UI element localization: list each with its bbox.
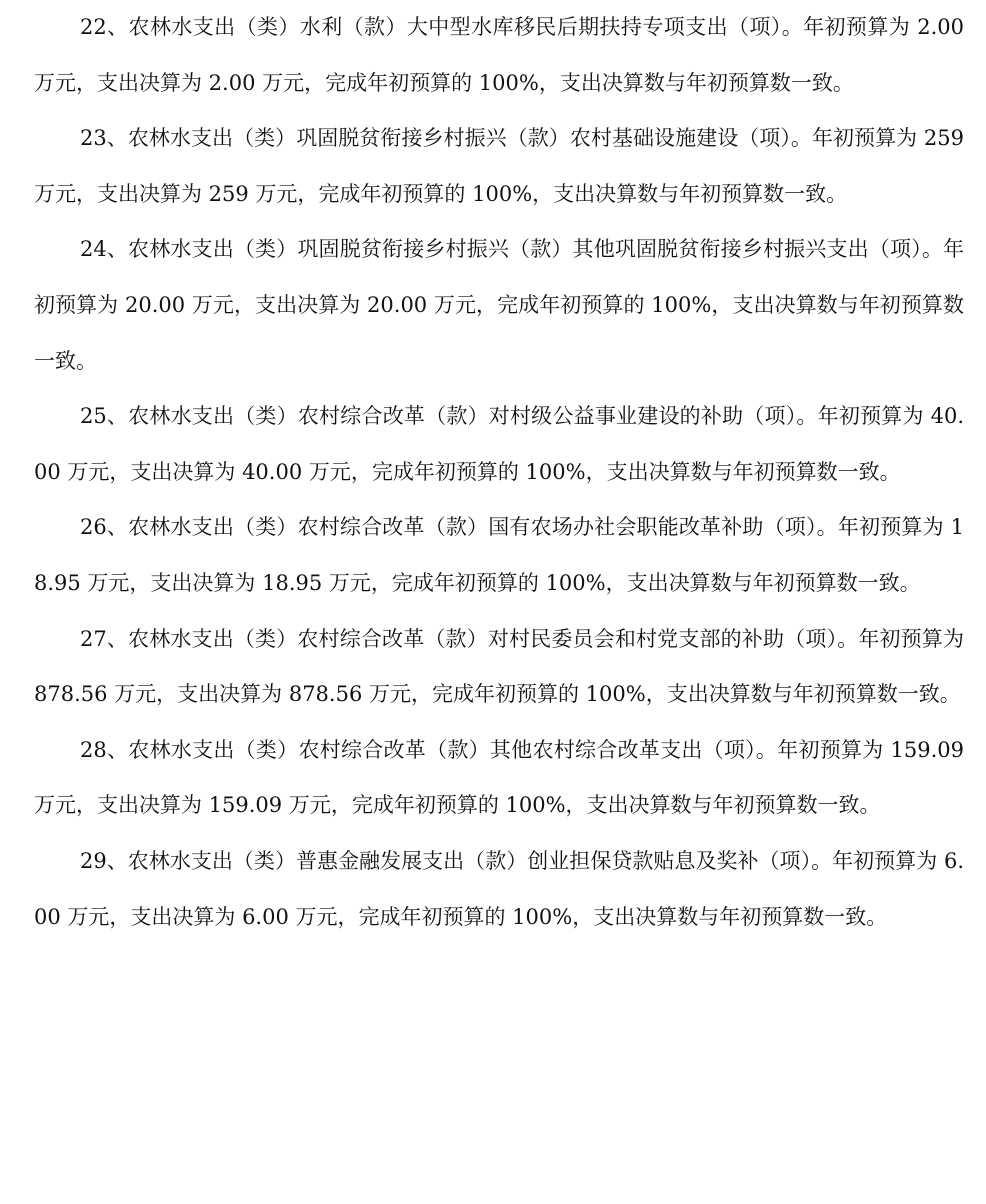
paragraph-item-22: 22、农林水支出（类）水利（款）大中型水库移民后期扶持专项支出（项）。年初预算为 2.00 万元，支出决算为 2.00 万元，完成年初预算的 100%，支出决算数与年初预算数一致。 <box>34 15 964 95</box>
paragraph-item-26: 26、农林水支出（类）农村综合改革（款）国有农场办社会职能改革补助（项）。年初预算为 18.95 万元，支出决算为 18.95 万元，完成年初预算的 100%，支出决算数与年初预算数一致。 <box>34 515 964 595</box>
paragraph-item-25: 25、农林水支出（类）农村综合改革（款）对村级公益事业建设的补助（项）。年初预算为 40.00 万元，支出决算为 40.00 万元，完成年初预算的 100%，支出决算数与年初预算数一致。 <box>34 404 964 484</box>
paragraph-item-28: 28、农林水支出（类）农村综合改革（款）其他农村综合改革支出（项）。年初预算为 159.09 万元，支出决算为 159.09 万元，完成年初预算的 100%，支出决算数与年初预算数一致。 <box>34 737 964 818</box>
paragraph-item-27: 27、农林水支出（类）农村综合改革（款）对村民委员会和村党支部的补助（项）。年初预算为 878.56 万元，支出决算为 878.56 万元，完成年初预算的 100%，支出决算数与年初预算数一致。 <box>34 626 964 707</box>
paragraph-item-23: 23、农林水支出（类）巩固脱贫衔接乡村振兴（款）农村基础设施建设（项）。年初预算为 259 万元，支出决算为 259 万元，完成年初预算的 100%，支出决算数与年初预算数一致。 <box>34 126 964 206</box>
paragraph-item-29: 29、农林水支出（类）普惠金融发展支出（款）创业担保贷款贴息及奖补（项）。年初预算为 6.00 万元，支出决算为 6.00 万元，完成年初预算的 100%，支出决算数与年初预算数一致。 <box>34 848 964 929</box>
paragraph-item-24: 24、农林水支出（类）巩固脱贫衔接乡村振兴（款）其他巩固脱贫衔接乡村振兴支出（项）。年初预算为 20.00 万元，支出决算为 20.00 万元，完成年初预算的 100%，支出决算数与年初预算数一致。 <box>34 237 964 373</box>
